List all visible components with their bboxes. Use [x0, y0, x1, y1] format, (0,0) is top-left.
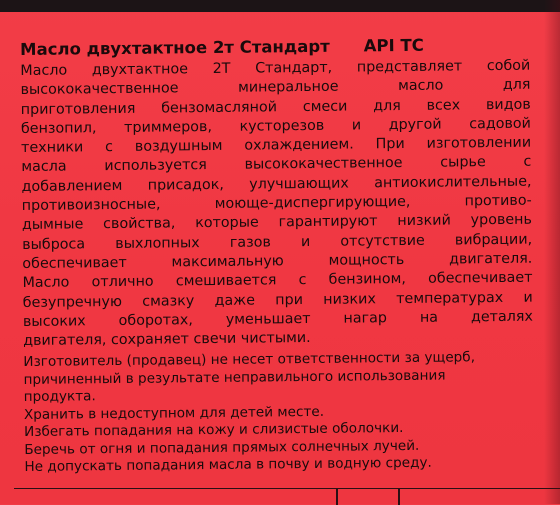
table-divider — [336, 489, 338, 505]
description-line: бензопил, триммеров, кусторезов и другой садовой — [20, 115, 531, 137]
description-line: безупречную смазку даже при низких температурах и — [22, 289, 533, 311]
warning-line: Не допускать попадания масла в почву и водную среду. — [24, 455, 432, 476]
description-line: масла используется высококачественное сырье с — [21, 154, 532, 176]
warning-line: Избегать попадания на кожу и слизистые оболочки. — [24, 420, 404, 441]
warnings — [23, 349, 534, 477]
product-title — [20, 35, 530, 60]
product-name: Масло двухтактное 2т Стандарт — [20, 36, 330, 59]
description-line: техники с воздушным охлаждением. При изготовлении — [21, 134, 532, 157]
description-line: Масло двухтактное 2Т Стандарт, представляет собой — [20, 57, 531, 79]
description-line: Масло отлично смешивается с бензином, обеспечивает — [22, 269, 533, 292]
description-line: высоких оборотах, уменьшает нагар на деталях — [22, 308, 534, 330]
warning-line: причиненный в результате неправильного использования — [23, 367, 446, 388]
description-line: обеспечивает максимальную мощность двигателя. — [22, 250, 533, 272]
description-line: высококачественное минеральное масло для — [20, 76, 531, 99]
warning-line: Изготовитель (продавец) не несет ответственности за ущерб, — [23, 349, 476, 371]
description-line: добавлением присадок, улучшающих антиокислительные, — [21, 173, 532, 195]
description-line: противоизносные, моюще-диспергирующие, противо- — [21, 192, 532, 215]
top-dark-strip — [0, 0, 560, 12]
description-line: дымные свойства, которые гарантируют низкий уровень — [21, 212, 532, 234]
description-line: приготовления бензомасляной смеси для всех видов — [20, 96, 531, 118]
warning-line: продукта. — [23, 388, 96, 406]
label-edge-shadow — [544, 0, 560, 504]
bottom-table-edge — [14, 488, 560, 505]
label-text-block — [20, 35, 535, 477]
warning-line: Беречь от огня и попадания прямых солнечных лучей. — [24, 437, 420, 458]
description-line: двигателя, сохраняет свечи чистыми. — [23, 330, 311, 350]
table-divider — [398, 489, 400, 505]
warning-line: Хранить в недоступном для детей месте. — [23, 403, 325, 423]
api-grade: API TC — [363, 35, 424, 56]
description-line: выброса выхлопных газов и отсутствие вибрации, — [22, 231, 533, 253]
description — [20, 57, 533, 352]
